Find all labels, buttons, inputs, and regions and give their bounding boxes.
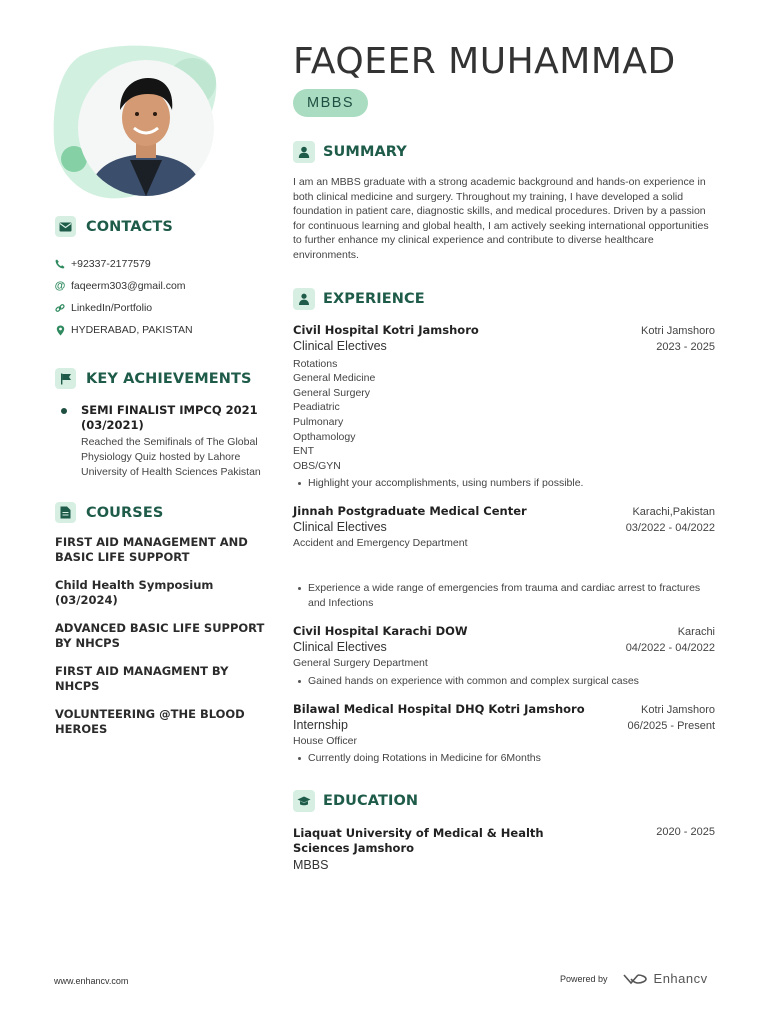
flag-icon — [55, 368, 76, 389]
at-icon: @ — [54, 280, 66, 292]
education-header — [293, 790, 715, 812]
summary-header — [293, 141, 715, 163]
experience-detail: Accident and Emergency Department — [293, 537, 468, 550]
summary-title: SUMMARY — [323, 144, 407, 160]
experience-role: Internship — [293, 717, 348, 732]
document-icon — [55, 502, 76, 523]
experience-org: Bilawal Medical Hospital DHQ Kotri Jamshoro — [293, 701, 585, 716]
summary-section — [293, 141, 715, 263]
phone-text: +92337-2177579 — [71, 258, 151, 270]
footer-site-link[interactable]: www.enhancv.com — [54, 976, 129, 986]
experience-dates: 03/2022 - 04/2022 — [625, 522, 715, 535]
course-item: FIRST AID MANAGEMENT AND BASIC LIFE SUPPORT — [55, 535, 248, 564]
experience-detail: General Surgery — [293, 386, 371, 399]
course-item: FIRST AID MANAGMENT BY NHCPS — [55, 664, 229, 693]
experience-bullets — [293, 674, 715, 689]
education-school: Liaquat University of Medical & Health Sciences Jamshoro — [293, 826, 544, 856]
link-text: LinkedIn/Portfolio — [71, 302, 153, 314]
experience-role: Clinical Electives — [293, 520, 387, 535]
achievements-header — [55, 368, 265, 389]
bullet-dot — [61, 408, 67, 414]
achievement-title: SEMI FINALIST IMPCQ 2021 (03/2021) — [81, 403, 258, 432]
experience-item — [293, 504, 715, 611]
brand-name: Enhancv — [653, 971, 708, 986]
courses-header — [55, 502, 265, 523]
experience-role: Clinical Electives — [293, 338, 387, 353]
right-column — [293, 40, 715, 872]
experience-bullet: Currently doing Rotations in Medicine for 6Months — [293, 751, 715, 766]
education-degree: MBBS — [293, 858, 329, 873]
experience-org: Civil Hospital Kotri Jamshoro — [293, 322, 479, 337]
experience-bullets — [293, 476, 715, 491]
people-icon — [293, 288, 315, 310]
experience-header — [293, 288, 715, 310]
experience-detail: ENT — [293, 445, 314, 458]
experience-detail: Peadiatric — [293, 401, 340, 414]
experience-role: Clinical Electives — [293, 639, 387, 654]
contacts-header — [55, 216, 265, 237]
experience-detail: General Medicine — [293, 372, 376, 385]
experience-title: EXPERIENCE — [323, 290, 425, 307]
education-item — [293, 826, 715, 872]
course-list — [55, 535, 265, 737]
contact-list — [55, 253, 265, 341]
education-section — [293, 790, 715, 872]
contacts-title: CONTACTS — [86, 218, 173, 235]
summary-text: I am an MBBS graduate with a strong academic background and hands-on experience in both clinical medicine and surgery. Throughout my training, I have developed a solid foundation in patient care, diagnostic skills, and medical procedures. Driven by a passion for continuous learning and global health, I am actively seeking international opportunities to further enhance my clinical experience and contribute to diverse healthcare environments. — [293, 176, 709, 261]
experience-location: Kotri Jamshoro — [641, 703, 715, 716]
experience-location: Karachi — [677, 625, 715, 638]
profile-photo-area — [52, 44, 222, 204]
achievements-title: KEY ACHIEVEMENTS — [86, 370, 252, 387]
contact-link[interactable] — [55, 297, 265, 319]
experience-bullet: Experience a wide range of emergencies from trauma and cardiac arrest to fractures and Infections — [293, 581, 715, 611]
envelope-icon — [55, 216, 76, 237]
experience-detail: OBS/GYN — [293, 459, 341, 472]
enhancv-logo-icon — [622, 973, 648, 985]
experience-detail: General Surgery Department — [293, 656, 428, 669]
education-title: EDUCATION — [323, 793, 419, 810]
courses-title: COURSES — [86, 504, 164, 521]
course-item: ADVANCED BASIC LIFE SUPPORT BY NHCPS — [55, 621, 265, 650]
achievement-item — [55, 403, 265, 480]
experience-detail: Rotations — [293, 357, 338, 370]
location-pin-icon — [55, 325, 65, 335]
experience-item — [293, 702, 715, 767]
experience-bullets — [293, 581, 715, 611]
course-item: VOLUNTEERING @THE BLOOD HEROES — [55, 707, 245, 736]
email-text: faqeerm303@gmail.com — [71, 280, 186, 292]
experience-detail: Pulmonary — [293, 415, 344, 428]
courses-section — [55, 502, 265, 737]
powered-by-label: Powered by — [560, 973, 608, 984]
graduation-cap-icon — [293, 790, 315, 812]
contact-email[interactable] — [55, 275, 265, 297]
experience-item — [293, 624, 715, 689]
brand-logo[interactable] — [622, 971, 708, 986]
avatar — [78, 60, 214, 196]
experience-bullet: Gained hands on experience with common and complex surgical cases — [293, 674, 715, 689]
experience-section — [293, 288, 715, 767]
location-text: HYDERABAD, PAKISTAN — [71, 324, 193, 336]
experience-item — [293, 323, 715, 492]
experience-detail: House Officer — [293, 734, 357, 747]
experience-dates: 06/2025 - Present — [627, 719, 715, 732]
experience-location: Karachi,Pakistan — [632, 506, 715, 519]
course-item: Child Health Symposium (03/2024) — [55, 578, 214, 607]
phone-icon — [55, 259, 65, 269]
experience-dates: 04/2022 - 04/2022 — [625, 641, 715, 654]
left-column — [55, 216, 265, 750]
experience-detail: Opthamology — [293, 430, 356, 443]
education-dates: 2020 - 2025 — [656, 826, 715, 839]
achievement-description: Reached the Semifinals of The Global Physiology Quiz hosted by Lahore University of Health Sciences Pakistan — [81, 436, 261, 478]
experience-org: Civil Hospital Karachi DOW — [293, 623, 468, 638]
experience-dates: 2023 - 2025 — [656, 340, 715, 353]
contact-phone[interactable] — [55, 253, 265, 275]
experience-location: Kotri Jamshoro — [641, 324, 715, 337]
achievements-section — [55, 368, 265, 480]
candidate-name: FAQEER MUHAMMAD — [293, 41, 676, 82]
experience-org: Jinnah Postgraduate Medical Center — [293, 504, 527, 519]
experience-bullets — [293, 751, 715, 766]
footer-branding — [560, 971, 708, 986]
link-icon — [55, 303, 65, 313]
person-icon — [293, 141, 315, 163]
contact-location — [55, 319, 265, 341]
experience-bullet: Highlight your accomplishments, using numbers if possible. — [293, 476, 715, 491]
candidate-title-badge: MBBS — [293, 89, 368, 117]
